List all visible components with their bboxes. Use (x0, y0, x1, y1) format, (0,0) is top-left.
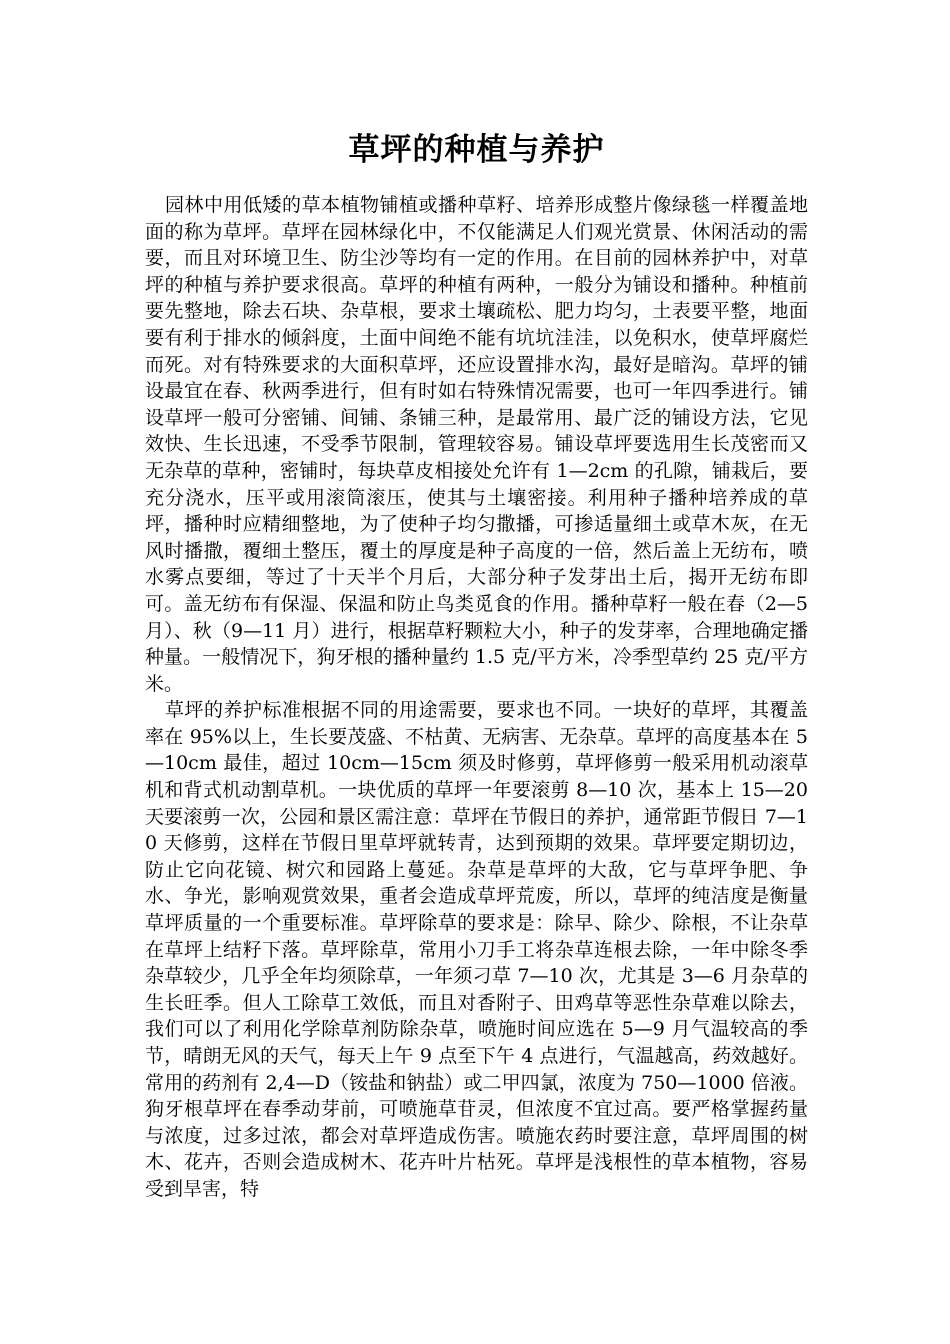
document-title: 草坪的种植与养护 (348, 132, 605, 168)
document-page (145, 0, 808, 1203)
paragraph-planting: 园林中用低矮的草本植物铺植或播种草籽、培养形成整片像绿毯一样覆盖地面的称为草坪。草坪在园林绿化中，不仅能满足人们观光赏景、休闲活动的需要，而且对环境卫生、防尘沙等均有一定的作用。在目前的园林养护中，对草坪的种植与养护要求很高。草坪的种植有两种，一般分为铺设和播种。种植前要先整地，除去石块、杂草根，要求土壤疏松、肥力均匀，土表要平整，地面要有利于排水的倾斜度，土面中间绝不能有坑坑洼洼，以免积水，使草坪腐烂而死。对有特殊要求的大面积草坪，还应设置排水沟，最好是暗沟。草坪的铺设最宜在春、秋两季进行，但有时如右特殊情况需要，也可一年四季进行。铺设草坪一般可分密铺、间铺、条铺三种，是最常用、最广泛的铺设方法，它见效快、生长迅速，不受季节限制，管理较容易。铺设草坪要选用生长茂密而又无杂草的草种，密铺时，每块草皮相接处允许有 1—2cm 的孔隙，铺栽后，要充分浇水，压平或用滚筒滚压，使其与土壤密接。利用种子播种培养成的草坪，播种时应精细整地，为了使种子均匀撒播，可掺适量细土或草木灰，在无风时播撒，覆细土整压，覆土的厚度是种子高度的一倍，然后盖上无纺布，喷水雾点要细，等过了十天半个月后，大部分种子发芽出土后，揭开无纺布即可。盖无纺布有保湿、保温和防止鸟类觅食的作用。播种草籽一般在春（2—5 月）、秋（9—11 月）进行，根据草籽颗粒大小，种子的发芽率，合理地确定播种量。一般情况下，狗牙根的播种量约 1.5 克/平方米，冷季型草约 25 克/平方米。 (145, 194, 808, 695)
paragraph-maintenance: 草坪的养护标准根据不同的用途需要，要求也不同。一块好的草坪，其覆盖率在 95%以上，生长要茂盛、不枯黄、无病害、无杂草。草坪的高度基本在 5—10cm 最佳，超过 10cm—15cm 须及时修剪，草坪修剪一般采用机动滚草机和背式机动割草机。一块优质的草坪一年要滚剪 8—10 次，基本上 15—20 天要滚剪一次，公园和景区需注意：草坪在节假日的养护，通常距节假日 7—10 天修剪，这样在节假日里草坪就转青，达到预期的效果。草坪要定期切边，防止它向花镜、树穴和园路上蔓延。杂草是草坪的大敌，它与草坪争肥、争水、争光，影响观赏效果，重者会造成草坪荒废，所以，草坪的纯洁度是衡量草坪质量的一个重要标准。草坪除草的要求是：除早、除少、除根，不让杂草在草坪上结籽下落。草坪除草，常用小刀手工将杂草连根去除，一年中除冬季杂草较少，几乎全年均须除草，一年须刁草 7—10 次，尤其是 3—6 月杂草的生长旺季。但人工除草工效低，而且对香附子、田鸡草等恶性杂草难以除去，我们可以了利用化学除草剂防除杂草，喷施时间应选在 5—9 月气温较高的季节，晴朗无风的天气，每天上午 9 点至下午 4 点进行，气温越高，药效越好。常用的药剂有 2,4—D（铵盐和钠盐）或二甲四氯，浓度为 750—1000 倍液。狗牙根草坪在春季动芽前，可喷施草苷灵，但浓度不宜过高。要严格掌握药量与浓度，过多过浓，都会对草坪造成伤害。喷施农药时要注意，草坪周围的树木、花卉，否则会造成树木、花卉叶片枯死。草坪是浅根性的草本植物，容易受到旱害，特 (145, 699, 808, 1200)
document-body (145, 192, 808, 1203)
